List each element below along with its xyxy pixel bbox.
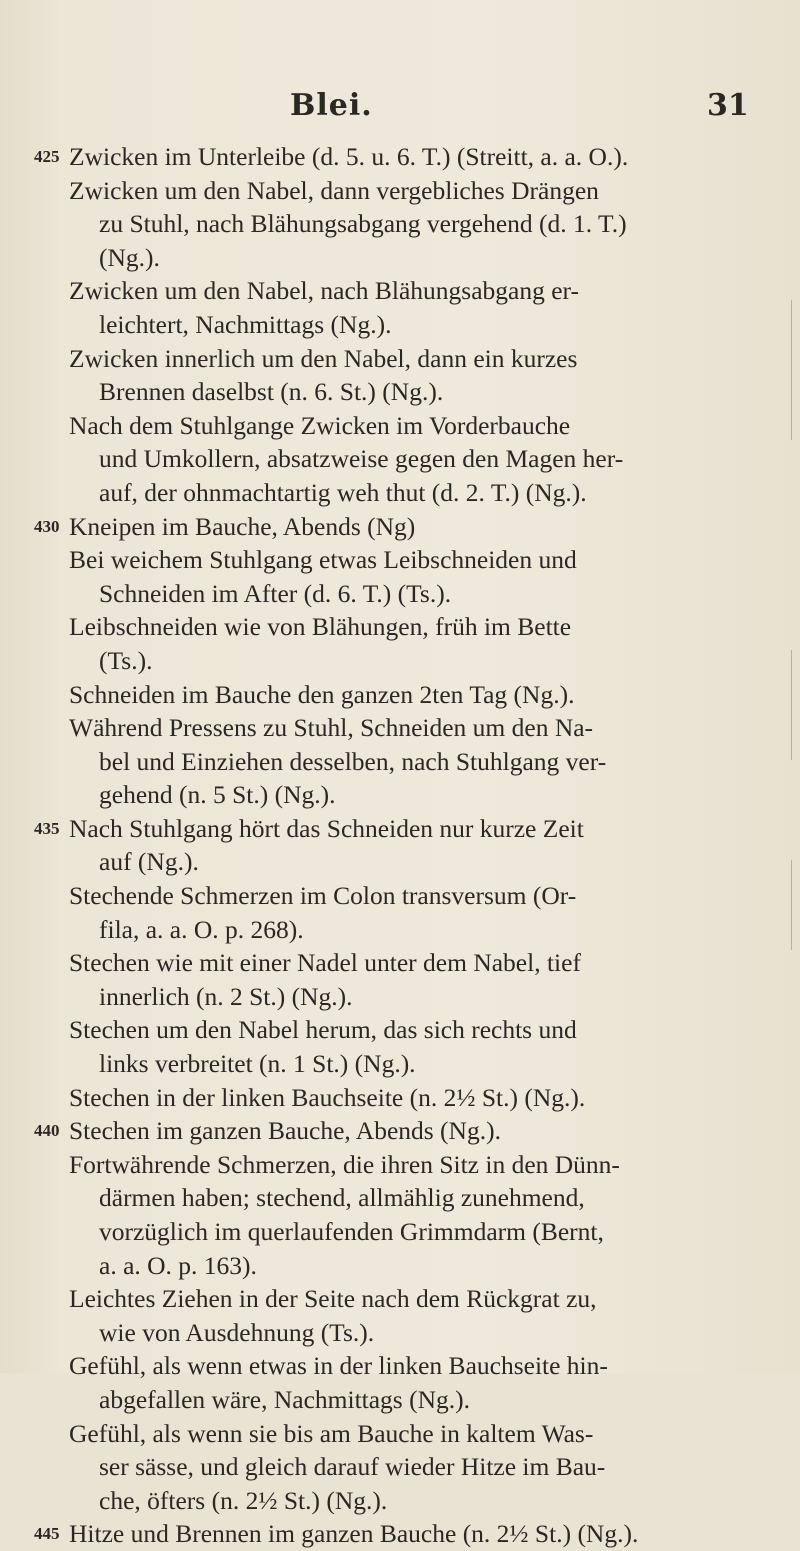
page-header bbox=[0, 88, 800, 128]
page-number: 31 bbox=[707, 88, 749, 123]
text-line: zu Stuhl, nach Blähungsabgang vergehend (d. 1. T.) bbox=[99, 209, 627, 239]
text-line: innerlich (n. 2 St.) (Ng.). bbox=[99, 981, 353, 1011]
text-line: Fortwährende Schmerzen, die ihren Sitz in den Dünn- bbox=[69, 1149, 620, 1179]
symptom-entry bbox=[34, 1114, 784, 1148]
symptom-entry bbox=[34, 342, 784, 409]
text-line: Zwicken im Unterleibe (d. 5. u. 6. T.) (Streitt, a. a. O.). bbox=[69, 142, 629, 171]
symptom-entry bbox=[34, 1349, 784, 1416]
symptom-entry bbox=[34, 678, 784, 712]
text-line: vorzüglich im querlaufenden Grimmdarm (Bernt, bbox=[99, 1217, 604, 1246]
text-line: Gefühl, als wenn sie bis am Bauche in kaltem Was- bbox=[69, 1418, 594, 1448]
text-line: Kneipen im Bauche, Abends (Ng) bbox=[69, 511, 416, 541]
text-line: ser sässe, und gleich darauf wieder Hitze im Bau- bbox=[99, 1452, 606, 1482]
text-line: Gefühl, als wenn etwas in der linken Bauchseite hin- bbox=[69, 1351, 608, 1381]
symptom-entry bbox=[34, 812, 784, 879]
symptom-entry bbox=[34, 1148, 784, 1282]
text-line: Schneiden im Bauche den ganzen 2ten Tag (Ng.). bbox=[69, 679, 575, 709]
symptom-entry bbox=[34, 1517, 784, 1551]
text-line: Während Pressens zu Stuhl, Schneiden um den Na- bbox=[69, 713, 594, 743]
symptom-entry bbox=[34, 711, 784, 812]
symptom-entry bbox=[34, 1282, 784, 1349]
symptom-entry bbox=[34, 140, 784, 174]
text-line: Bei weichem Stuhlgang etwas Leibschneiden und bbox=[69, 545, 577, 575]
text-line: bel und Einziehen desselben, nach Stuhlgang ver- bbox=[99, 746, 607, 776]
text-line: fila, a. a. O. p. 268). bbox=[99, 914, 304, 944]
text-line: auf, der ohnmachtartig weh thut (d. 2. T.) (Ng.). bbox=[99, 477, 587, 507]
symptom-number: 435 bbox=[34, 818, 60, 838]
symptom-entry bbox=[34, 543, 784, 610]
text-line: Zwicken innerlich um den Nabel, dann ein kurzes bbox=[69, 343, 578, 373]
text-line: (Ng.). bbox=[99, 242, 160, 272]
text-line: Zwicken um den Nabel, nach Blähungsabgang er- bbox=[69, 276, 580, 306]
symptom-entry bbox=[34, 409, 784, 510]
text-line: leichtert, Nachmittags (Ng.). bbox=[99, 309, 392, 339]
symptom-list bbox=[34, 140, 784, 1551]
symptom-number: 440 bbox=[34, 1121, 60, 1141]
symptom-number: 445 bbox=[34, 1524, 60, 1544]
symptom-entry bbox=[34, 510, 784, 544]
page-edge-line bbox=[791, 650, 792, 760]
text-line: Brennen daselbst (n. 6. St.) (Ng.). bbox=[99, 377, 444, 407]
symptom-number: 425 bbox=[34, 147, 60, 166]
text-line: abgefallen wäre, Nachmittags (Ng.). bbox=[99, 1384, 471, 1414]
text-line: a. a. O. p. 163). bbox=[99, 1250, 257, 1280]
symptom-number: 430 bbox=[34, 516, 60, 536]
text-line: därmen haben; stechend, allmählig zunehmend, bbox=[99, 1183, 585, 1213]
symptom-entry bbox=[34, 610, 784, 677]
text-line: Stechen im ganzen Bauche, Abends (Ng.). bbox=[69, 1116, 501, 1146]
text-line: Leichtes Ziehen in der Seite nach dem Rückgrat zu, bbox=[69, 1284, 597, 1314]
text-line: Zwicken um den Nabel, dann vergebliches Drängen bbox=[69, 175, 599, 205]
symptom-entry bbox=[34, 946, 784, 1013]
page-edge-line bbox=[791, 860, 792, 950]
symptom-entry bbox=[34, 1081, 784, 1115]
text-line: und Umkollern, absatzweise gegen den Magen her- bbox=[99, 444, 624, 474]
running-head: Blei. bbox=[290, 88, 373, 123]
symptom-entry bbox=[34, 174, 784, 275]
text-line: Schneiden im After (d. 6. T.) (Ts.). bbox=[99, 578, 452, 608]
text-line: Stechen wie mit einer Nadel unter dem Nabel, tief bbox=[69, 948, 581, 978]
symptom-entry bbox=[34, 879, 784, 946]
page-edge-line bbox=[791, 300, 792, 440]
text-line: Hitze und Brennen im ganzen Bauche (n. 2½ St.) (Ng.). bbox=[69, 1519, 639, 1549]
text-line: Leibschneiden wie von Blähungen, früh im Bette bbox=[69, 612, 572, 642]
text-line: Stechen um den Nabel herum, das sich rechts und bbox=[69, 1015, 577, 1045]
symptom-entry bbox=[34, 274, 784, 341]
text-line: che, öfters (n. 2½ St.) (Ng.). bbox=[99, 1485, 388, 1515]
text-line: wie von Ausdehnung (Ts.). bbox=[99, 1317, 375, 1347]
text-line: (Ts.). bbox=[99, 645, 153, 675]
text-line: Nach Stuhlgang hört das Schneiden nur kurze Zeit bbox=[69, 813, 584, 843]
text-line: auf (Ng.). bbox=[99, 847, 199, 877]
text-line: Stechen in der linken Bauchseite (n. 2½ St.) (Ng.). bbox=[69, 1082, 586, 1112]
text-line: gehend (n. 5 St.) (Ng.). bbox=[99, 780, 336, 810]
symptom-entry bbox=[34, 1417, 784, 1518]
text-line: links verbreitet (n. 1 St.) (Ng.). bbox=[99, 1049, 416, 1079]
text-line: Nach dem Stuhlgange Zwicken im Vorderbauche bbox=[69, 410, 571, 440]
symptom-entry bbox=[34, 1013, 784, 1080]
text-line: Stechende Schmerzen im Colon transversum (Or- bbox=[69, 881, 577, 911]
